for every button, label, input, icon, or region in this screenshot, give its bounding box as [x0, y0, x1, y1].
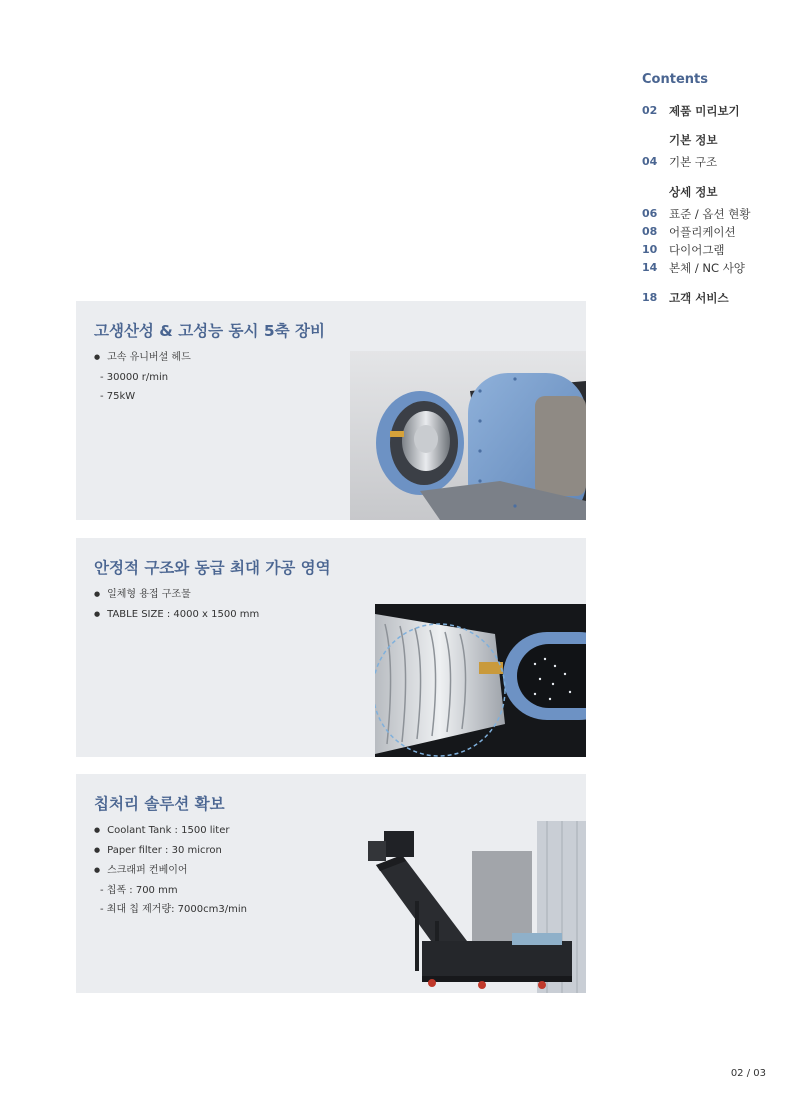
toc-item-body-nc-spec[interactable] [642, 259, 802, 277]
toc-section-heading-detail-info: 상세 정보 [669, 185, 718, 199]
feature-list [94, 821, 247, 919]
chip-conveyor-image [362, 821, 586, 993]
toc-label: 어플리케이션 [669, 225, 736, 239]
feature-subitem: - 75kW [100, 391, 136, 402]
toc-item-basic-structure[interactable] [642, 153, 802, 171]
toc-label: 고객 서비스 [669, 291, 729, 305]
feature-list [94, 585, 259, 625]
feature-subitem: - 칩폭 : 700 mm [100, 885, 178, 896]
panel-title: 안정적 구조와 동급 최대 가공 영역 [94, 559, 331, 577]
feature-item: ● 고속 유니버셜 헤드 [94, 348, 191, 368]
feature-subitem: - 최대 칩 제거량: 7000cm3/min [100, 904, 247, 915]
toc-label: 기본 구조 [669, 155, 718, 169]
table-of-contents [642, 72, 802, 307]
toc-item-application[interactable] [642, 223, 802, 241]
machining-table-image [375, 604, 586, 757]
panel-title: 고생산성 & 고성능 동시 5축 장비 [94, 322, 325, 340]
feature-item: ● 일체형 용접 구조물 [94, 585, 259, 605]
feature-item: ● Paper filter : 30 micron [94, 841, 247, 861]
toc-page-number: 04 [642, 155, 658, 168]
toc-item-product-preview[interactable] [642, 102, 802, 120]
page-number: 02 / 03 [730, 1068, 766, 1079]
feature-item: ● 스크래퍼 컨베이어 [94, 861, 247, 881]
feature-list [94, 348, 191, 406]
feature-subitem: - 30000 r/min [100, 372, 169, 383]
toc-item-standard-options[interactable] [642, 205, 802, 223]
toc-label: 다이어그램 [669, 243, 725, 257]
toc-label: 표준 / 옵션 현황 [669, 207, 751, 221]
toc-item-diagram[interactable] [642, 241, 802, 259]
universal-head-image [350, 351, 586, 520]
feature-item: ● Coolant Tank : 1500 liter [94, 821, 247, 841]
toc-page-number: 14 [642, 261, 658, 274]
toc-page-number: 10 [642, 243, 658, 256]
feature-panel-chip-solution [76, 774, 586, 993]
feature-item: ● TABLE SIZE : 4000 x 1500 mm [94, 605, 259, 625]
toc-page-number: 06 [642, 207, 658, 220]
feature-panel-5axis [76, 301, 586, 520]
contents-title: Contents [642, 72, 708, 87]
toc-page-number: 08 [642, 225, 658, 238]
toc-item-customer-service[interactable] [642, 289, 802, 307]
toc-section-heading-basic-info: 기본 정보 [669, 133, 718, 147]
toc-label: 본체 / NC 사양 [669, 261, 745, 275]
toc-label: 제품 미리보기 [669, 104, 740, 118]
panel-title: 칩처리 솔루션 확보 [94, 795, 225, 813]
toc-page-number: 18 [642, 291, 658, 304]
toc-page-number: 02 [642, 104, 658, 117]
feature-panel-structure [76, 538, 586, 757]
